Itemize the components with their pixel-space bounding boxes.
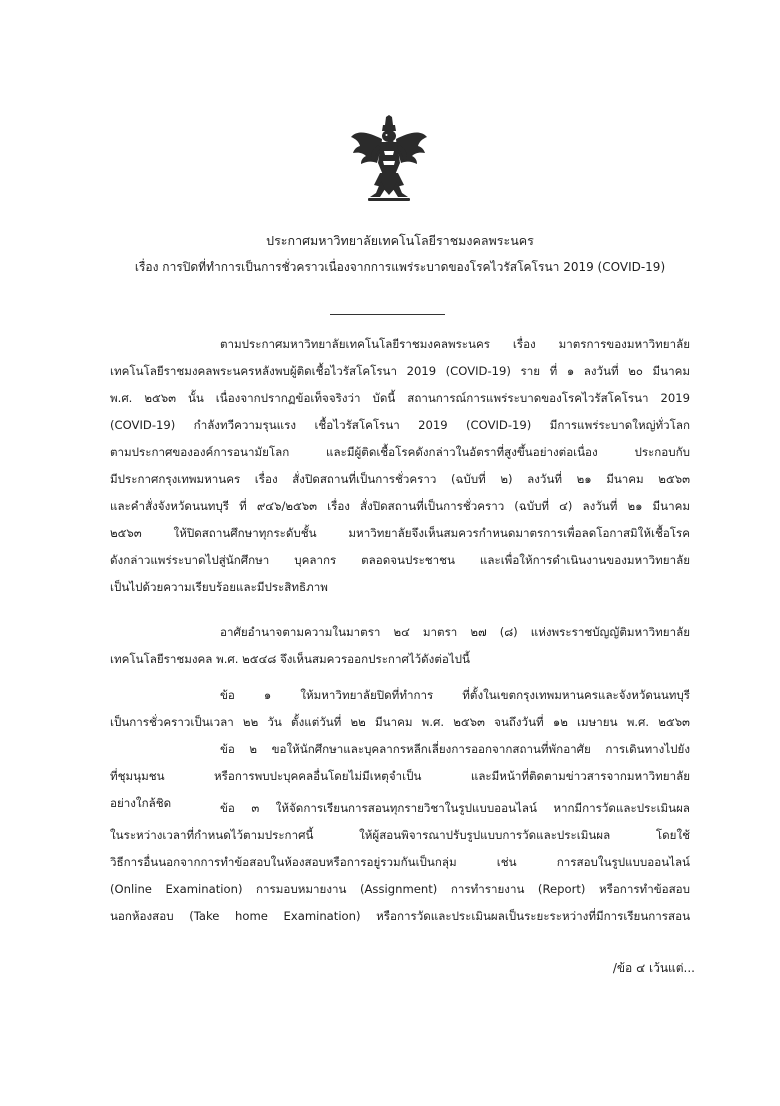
- paragraph-line: ดังกล่าวแพร่ระบาดไปสู่นักศึกษา บุคลากร ตลอดจนประชาชน และเพื่อให้การดำเนินงานของมหาวิทยาลัย: [110, 553, 690, 567]
- garuda-emblem-icon: [350, 115, 428, 203]
- paragraph-clause-3: [110, 795, 690, 930]
- paragraph-line: เป็นการชั่วคราวเป็นเวลา ๒๒ วัน ตั้งแต่วันที่ ๒๒ มีนาคม พ.ศ. ๒๕๖๓ จนถึงวันที่ ๑๒ เมษายน พ.ศ. ๒๕๖๓: [110, 715, 690, 729]
- announcement-subject: เรื่อง การปิดที่ทำการเป็นการชั่วคราวเนื่องจากการแพร่ระบาดของโรคไวรัสโคโรนา 2019 (COVID-19): [134, 260, 666, 274]
- paragraph-line: เทคโนโลยีราชมงคลพระนครหลังพบผู้ติดเชื้อไวรัสโคโรนา 2019 (COVID-19) ราย ที่ ๑ ลงวันที่ ๒๐ มีนาคม: [110, 364, 690, 378]
- paragraph-line: ที่ชุมนุมชน หรือการพบปะบุคคลอื่นโดยไม่มีเหตุจำเป็น และมีหน้าที่ติดตามข่าวสารจากมหาวิทยาลัย: [110, 769, 690, 783]
- paragraph-line: พ.ศ. ๒๕๖๓ นั้น เนื่องจากปรากฏข้อเท็จจริงว่า บัดนี้ สถานการณ์การแพร่ระบาดของโรคไวรัสโคโรนา 2019: [110, 391, 690, 405]
- paragraph-preamble: [110, 331, 690, 601]
- paragraph-line: เป็นไปด้วยความเรียบร้อยและมีประสิทธิภาพ: [110, 580, 328, 594]
- paragraph-line: เทคโนโลยีราชมงคล พ.ศ. ๒๕๔๘ จึงเห็นสมควรออกประกาศไว้ดังต่อไปนี้: [110, 652, 470, 666]
- paragraph-line: และคำสั่งจังหวัดนนทบุรี ที่ ๙๔๖/๒๕๖๓ เรื่อง สั่งปิดสถานที่เป็นการชั่วคราว (ฉบับที่ ๔) ลงวันที่ ๒๑ มีนาคม: [110, 499, 690, 513]
- paragraph-authority: [110, 619, 690, 673]
- paragraph-line: ในระหว่างเวลาที่กำหนดไว้ตามประกาศนี้ ให้ผู้สอนพิจารณาปรับรูปแบบการวัดและประเมินผล โดยใช้: [110, 828, 690, 842]
- paragraph-line: ข้อ ๒ ขอให้นักศึกษาและบุคลากรหลีกเลี่ยงการออกจากสถานที่พักอาศัย การเดินทางไปยัง: [220, 742, 690, 756]
- paragraph-line: ตามประกาศมหาวิทยาลัยเทคโนโลยีราชมงคลพระนคร เรื่อง มาตรการของมหาวิทยาลัย: [220, 337, 690, 351]
- paragraph-line: ๒๕๖๓ ให้ปิดสถานศึกษาทุกระดับชั้น มหาวิทยาลัยจึงเห็นสมควรกำหนดมาตรการเพื่อลดโอกาสมิให้เชื้อโรค: [110, 526, 690, 540]
- announcement-title: ประกาศมหาวิทยาลัยเทคโนโลยีราชมงคลพระนคร: [266, 233, 534, 248]
- paragraph-line: ตามประกาศขององค์การอนามัยโลก และมีผู้ติดเชื้อโรคดังกล่าวในอัตราที่สูงขึ้นอย่างต่อเนื่อง ประกอบกับ: [110, 445, 690, 459]
- page-continuation: /ข้อ ๔ เว้นแต่...: [612, 961, 695, 975]
- paragraph-line: (Online Examination) การมอบหมายงาน (Assignment) การทำรายงาน (Report) หรือการทำข้อสอบ: [110, 882, 690, 896]
- paragraph-line: นอกห้องสอบ (Take home Examination) หรือการวัดและประเมินผลเป็นระยะระหว่างที่มีการเรียนการสอน: [110, 909, 690, 923]
- paragraph-line: อาศัยอำนาจตามความในมาตรา ๒๔ มาตรา ๒๗ (๘) แห่งพระราชบัญญัติมหาวิทยาลัย: [220, 625, 690, 639]
- paragraph-line: อย่างใกล้ชิด: [110, 796, 172, 810]
- paragraph-line: มีประกาศกรุงเทพมหานคร เรื่อง สั่งปิดสถานที่เป็นการชั่วคราว (ฉบับที่ ๒) ลงวันที่ ๒๑ มีนาคม ๒๕๖๓: [110, 472, 690, 486]
- paragraph-line: (COVID-19) กำลังทวีความรุนแรง เชื้อไวรัสโคโรนา 2019 (COVID-19) มีการแพร่ระบาดใหญ่ทั่วโลก: [110, 418, 690, 432]
- paragraph-line: ข้อ ๑ ให้มหาวิทยาลัยปิดที่ทำการ ที่ตั้งในเขตกรุงเทพมหานครและจังหวัดนนทบุรี: [220, 688, 690, 702]
- divider-line: [330, 314, 445, 315]
- paragraph-line: วิธีการอื่นนอกจากการทำข้อสอบในห้องสอบหรือการอยู่รวมกันเป็นกลุ่ม เช่น การสอบในรูปแบบออนไลน์: [110, 855, 690, 869]
- paragraph-line: ข้อ ๓ ให้จัดการเรียนการสอนทุกรายวิชาในรูปแบบออนไลน์ หากมีการวัดและประเมินผล: [220, 801, 690, 815]
